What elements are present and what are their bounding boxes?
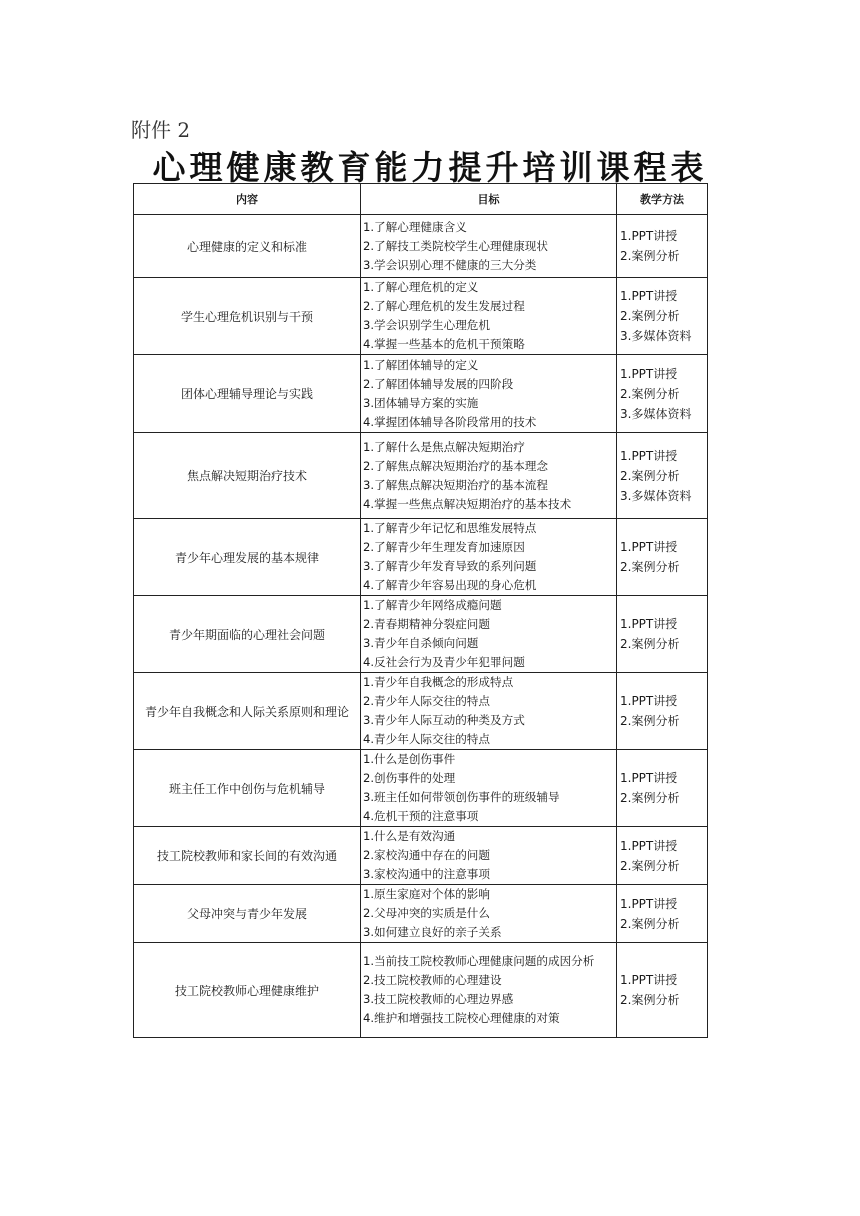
course-goals-cell <box>361 355 617 433</box>
method-item: 3.多媒体资料 <box>620 329 692 343</box>
method-item: 1.PPT讲授 <box>620 838 678 853</box>
course-goals-cell <box>361 943 617 1038</box>
goal-item: 2.了解心理危机的发生发展过程 <box>363 299 525 313</box>
goal-item: 3.了解青少年发育导致的系列问题 <box>363 559 537 573</box>
table-row <box>134 673 708 750</box>
method-item: 2.案例分析 <box>620 714 680 728</box>
goal-item: 4.掌握一些焦点解决短期治疗的基本技术 <box>363 496 572 511</box>
method-item: 2.案例分析 <box>620 386 680 401</box>
teaching-method-cell <box>617 943 708 1038</box>
method-item: 1.PPT讲授 <box>620 229 678 243</box>
goal-item: 4.掌握一些基本的危机干预策略 <box>363 337 525 351</box>
method-item: 1.PPT讲授 <box>620 448 678 463</box>
goal-item: 4.危机干预的注意事项 <box>363 809 479 823</box>
table-row <box>134 827 708 885</box>
method-item: 3.多媒体资料 <box>620 488 692 503</box>
goal-item: 1.什么是创伤事件 <box>363 752 456 766</box>
goal-item: 1.什么是有效沟通 <box>363 829 456 843</box>
goal-item: 3.如何建立良好的亲子关系 <box>363 925 502 939</box>
goal-item: 4.反社会行为及青少年犯罪问题 <box>363 655 525 669</box>
course-goals-cell <box>361 750 617 827</box>
method-item: 2.案例分析 <box>620 791 680 805</box>
course-content-cell: 父母冲突与青少年发展 <box>134 885 361 943</box>
goal-item: 2.了解青少年生理发育加速原因 <box>363 540 525 554</box>
goal-item: 2.了解技工类院校学生心理健康现状 <box>363 238 548 253</box>
method-item: 2.案例分析 <box>620 249 680 263</box>
goal-item: 3.青少年人际互动的种类及方式 <box>363 713 525 727</box>
course-goals-cell <box>361 519 617 596</box>
header-content: 内容 <box>134 184 361 215</box>
goal-item: 1.了解团体辅导的定义 <box>363 357 479 372</box>
annex-label: 附件 2 <box>131 118 191 142</box>
goal-item: 3.技工院校教师的心理边界感 <box>363 992 514 1006</box>
teaching-method-cell <box>617 278 708 355</box>
table-row <box>134 596 708 673</box>
table-row <box>134 943 708 1038</box>
method-item: 1.PPT讲授 <box>620 771 678 785</box>
goal-item: 4.掌握团体辅导各阶段常用的技术 <box>363 414 537 429</box>
teaching-method-cell <box>617 355 708 433</box>
method-item: 2.案例分析 <box>620 993 680 1007</box>
goal-item: 3.学会识别学生心理危机 <box>363 318 490 332</box>
goal-item: 3.家校沟通中的注意事项 <box>363 867 490 881</box>
goal-item: 3.学会识别心理不健康的三大分类 <box>363 257 537 272</box>
course-table <box>133 183 708 1038</box>
teaching-method-cell <box>617 750 708 827</box>
goal-item: 1.当前技工院校教师心理健康问题的成因分析 <box>363 954 595 968</box>
goal-item: 3.青少年自杀倾向问题 <box>363 636 479 650</box>
course-content-cell: 青少年自我概念和人际关系原则和理论 <box>134 673 361 750</box>
table-body <box>134 215 708 1038</box>
goal-item: 1.了解心理健康含义 <box>363 219 467 234</box>
goal-item: 3.班主任如何带领创伤事件的班级辅导 <box>363 790 560 804</box>
method-item: 3.多媒体资料 <box>620 406 692 421</box>
goal-item: 1.了解青少年网络成瘾问题 <box>363 598 502 612</box>
table-row <box>134 355 708 433</box>
course-content-cell: 技工院校教师心理健康维护 <box>134 943 361 1038</box>
course-content-cell: 青少年期面临的心理社会问题 <box>134 596 361 673</box>
course-content-cell: 技工院校教师和家长间的有效沟通 <box>134 827 361 885</box>
course-goals-cell <box>361 885 617 943</box>
teaching-method-cell <box>617 519 708 596</box>
goal-item: 2.创伤事件的处理 <box>363 771 456 785</box>
table-row <box>134 433 708 519</box>
goal-item: 1.了解青少年记忆和思维发展特点 <box>363 521 537 535</box>
table-row <box>134 278 708 355</box>
table-header-row <box>134 184 708 215</box>
goal-item: 2.父母冲突的实质是什么 <box>363 906 490 920</box>
method-item: 1.PPT讲授 <box>620 896 678 911</box>
method-item: 2.案例分析 <box>620 637 680 651</box>
goal-item: 2.家校沟通中存在的问题 <box>363 848 490 862</box>
teaching-method-cell <box>617 673 708 750</box>
goal-item: 4.了解青少年容易出现的身心危机 <box>363 578 537 592</box>
table-row <box>134 885 708 943</box>
method-item: 1.PPT讲授 <box>620 540 678 554</box>
course-content-cell: 班主任工作中创伤与危机辅导 <box>134 750 361 827</box>
course-goals-cell <box>361 673 617 750</box>
course-content-cell: 团体心理辅导理论与实践 <box>134 355 361 433</box>
method-item: 1.PPT讲授 <box>620 694 678 708</box>
method-item: 1.PPT讲授 <box>620 289 678 303</box>
method-item: 1.PPT讲授 <box>620 617 678 631</box>
goal-item: 3.了解焦点解决短期治疗的基本流程 <box>363 477 548 492</box>
teaching-method-cell <box>617 596 708 673</box>
course-goals-cell <box>361 278 617 355</box>
teaching-method-cell <box>617 827 708 885</box>
table-row <box>134 215 708 278</box>
method-item: 2.案例分析 <box>620 560 680 574</box>
goal-item: 2.青春期精神分裂症问题 <box>363 617 490 631</box>
goal-item: 4.青少年人际交往的特点 <box>363 732 490 746</box>
table-row <box>134 750 708 827</box>
goal-item: 2.技工院校教师的心理建设 <box>363 973 502 987</box>
method-item: 2.案例分析 <box>620 468 680 483</box>
table-row <box>134 519 708 596</box>
course-goals-cell <box>361 215 617 278</box>
method-item: 2.案例分析 <box>620 916 680 931</box>
course-content-cell: 焦点解决短期治疗技术 <box>134 433 361 519</box>
teaching-method-cell <box>617 215 708 278</box>
method-item: 1.PPT讲授 <box>620 366 678 381</box>
course-content-cell: 学生心理危机识别与干预 <box>134 278 361 355</box>
course-goals-cell <box>361 433 617 519</box>
goal-item: 2.青少年人际交往的特点 <box>363 694 490 708</box>
course-content-cell: 青少年心理发展的基本规律 <box>134 519 361 596</box>
goal-item: 1.青少年自我概念的形成特点 <box>363 675 514 689</box>
goal-item: 1.了解什么是焦点解决短期治疗 <box>363 439 525 454</box>
header-goals: 目标 <box>361 184 617 215</box>
page-title: 心理健康教育能力提升培训课程表 <box>152 148 708 187</box>
teaching-method-cell <box>617 885 708 943</box>
goal-item: 2.了解团体辅导发展的四阶段 <box>363 376 514 391</box>
course-content-cell: 心理健康的定义和标准 <box>134 215 361 278</box>
course-goals-cell <box>361 596 617 673</box>
goal-item: 4.维护和增强技工院校心理健康的对策 <box>363 1011 560 1025</box>
goal-item: 2.了解焦点解决短期治疗的基本理念 <box>363 458 548 473</box>
header-method: 教学方法 <box>617 184 708 215</box>
goal-item: 1.原生家庭对个体的影响 <box>363 887 490 901</box>
method-item: 2.案例分析 <box>620 858 680 873</box>
method-item: 2.案例分析 <box>620 309 680 323</box>
goal-item: 3.团体辅导方案的实施 <box>363 395 479 410</box>
teaching-method-cell <box>617 433 708 519</box>
goal-item: 1.了解心理危机的定义 <box>363 280 479 294</box>
course-goals-cell <box>361 827 617 885</box>
method-item: 1.PPT讲授 <box>620 973 678 987</box>
